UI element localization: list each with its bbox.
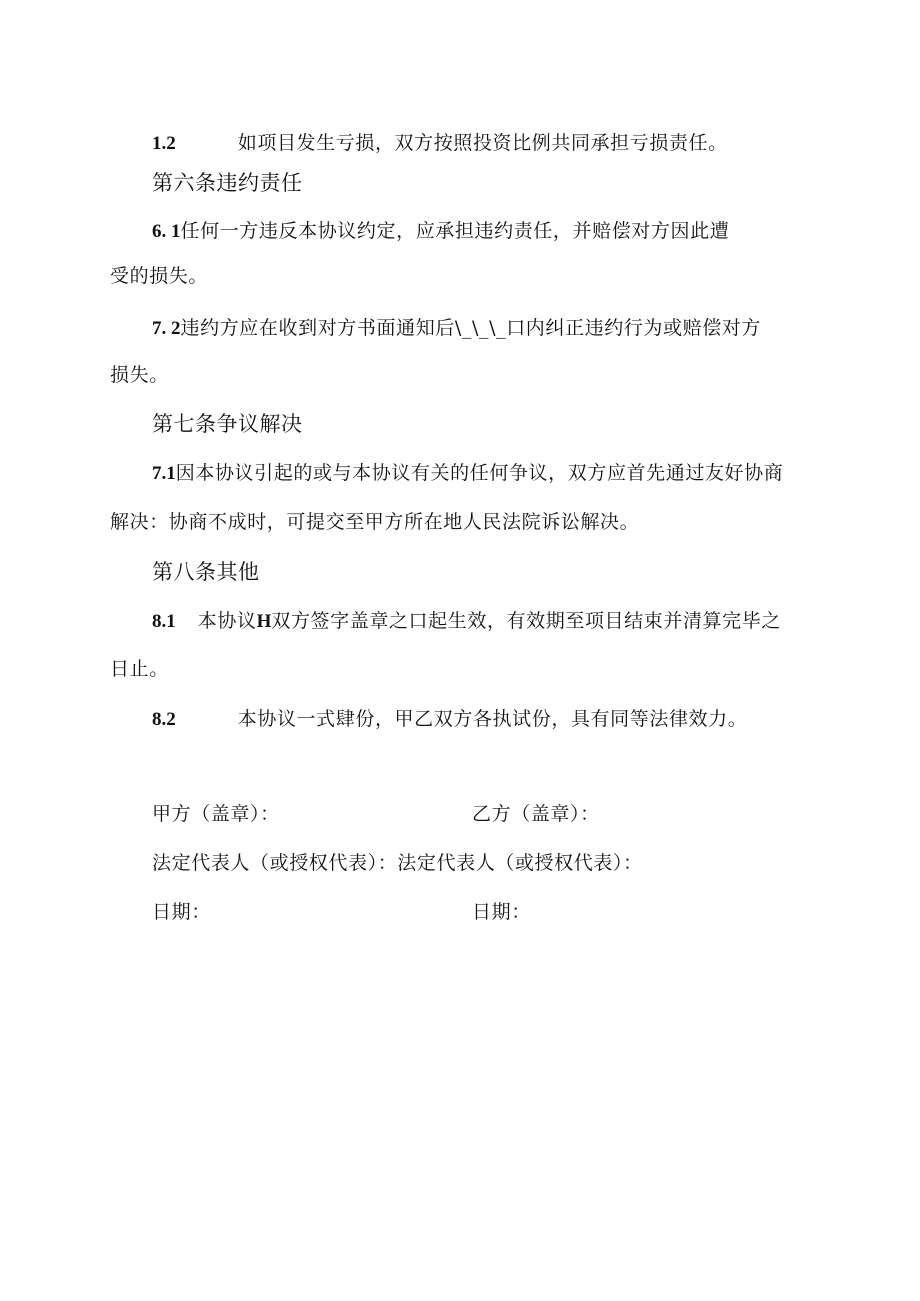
clause-number: 7. 2 (152, 318, 181, 339)
clause-6-2-line2: 损失。 (110, 364, 169, 386)
clause-text: 违约方应在收到对方书面通知后\_\_\_口内纠正违约行为或赔偿对方 (180, 317, 762, 339)
clause-7-1-line2: 解决：协商不成时，可提交至甲方所在地人民法院诉讼解决。 (110, 511, 640, 533)
clause-8-2 (152, 706, 747, 733)
party-a-seal-label: 甲方（盖章）： (152, 803, 280, 825)
clause-8-1-line2: 日止。 (110, 658, 169, 680)
clause-6-1-line2: 受的损失。 (110, 265, 209, 287)
party-b-seal-label: 乙方（盖章）： (472, 803, 600, 825)
representatives-label: 法定代表人（或授权代表）：法定代表人（或授权代表）： (152, 852, 643, 874)
party-a-date-label: 日期： (152, 901, 211, 923)
clause-number: 8.1 (152, 611, 176, 632)
article-6-heading: 第六条违约责任 (152, 171, 303, 195)
clause-text: 任何一方违反本协议约定，应承担违约责任，并赔偿对方因此遭 (180, 220, 730, 242)
clause-text: 本协议一式肆份，甲乙双方各执试份，具有同等法律效力。 (237, 708, 748, 730)
clause-number: 1.2 (152, 133, 176, 154)
clause-number: 7.1 (152, 463, 176, 484)
article-7-heading: 第七条争议解决 (152, 412, 303, 436)
clause-6-2-line1 (152, 315, 761, 342)
party-b-date-label: 日期： (472, 901, 531, 923)
clause-7-1-line1 (152, 460, 783, 487)
clause-text: 如项目发生亏损，双方按照投资比例共同承担亏损责任。 (237, 132, 728, 154)
clause-text: 因本协议引起的或与本协议有关的任何争议，双方应首先通过友好协商 (175, 462, 784, 484)
clause-text-c: 双方签字盖章之口起生效，有效期至项目结束并清算完毕之 (271, 610, 781, 632)
clause-1-2 (152, 130, 728, 157)
clause-text-b: H (256, 611, 272, 632)
clause-number: 8.2 (152, 709, 176, 730)
clause-text-a: 本协议 (197, 610, 257, 632)
clause-8-1-line1 (152, 608, 781, 635)
clause-6-1-line1 (152, 218, 729, 245)
clause-number: 6. 1 (152, 221, 181, 242)
article-8-heading: 第八条其他 (152, 560, 260, 584)
